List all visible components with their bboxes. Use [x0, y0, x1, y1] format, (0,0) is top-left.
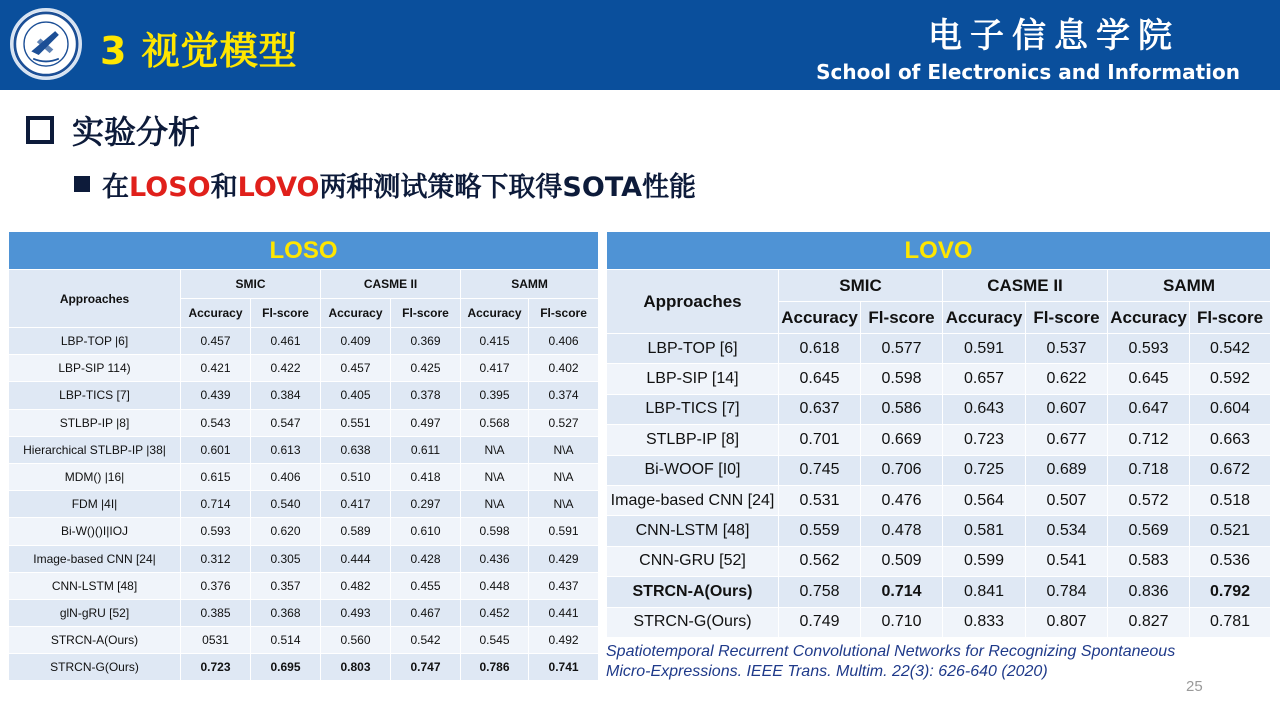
page-number: 25 — [1186, 678, 1203, 695]
loso-table — [8, 231, 599, 681]
metric-value: N\A — [529, 436, 599, 463]
metric-value: 0.417 — [461, 355, 529, 382]
table-row — [607, 516, 1271, 546]
table-row — [607, 577, 1271, 607]
section-heading — [26, 108, 200, 152]
metric-value: 0.436 — [461, 545, 529, 572]
subheading-text — [102, 165, 696, 204]
metric-value: 0.406 — [251, 463, 321, 490]
table-row — [9, 463, 599, 490]
metric-value: 0.521 — [1190, 516, 1271, 546]
metric-value: 0.745 — [779, 455, 861, 485]
approach-name: STLBP-IP [8] — [607, 425, 779, 455]
metric-value: 0.527 — [529, 409, 599, 436]
metric-value: 0.833 — [943, 607, 1026, 637]
metric-value: 0.376 — [181, 572, 251, 599]
table-row — [9, 382, 599, 409]
approach-name: LBP-TOP |6] — [9, 328, 181, 355]
metric-value: 0.714 — [861, 577, 943, 607]
metric-value: 0.604 — [1190, 394, 1271, 424]
metric-value: 0.534 — [1026, 516, 1108, 546]
table-row — [607, 607, 1271, 637]
approach-name: Image-based CNN [24] — [607, 485, 779, 515]
metric-value: 0.714 — [181, 491, 251, 518]
metric-value: 0.615 — [181, 463, 251, 490]
metric-header: Fl-score — [529, 299, 599, 328]
table-row — [607, 546, 1271, 576]
metric-header: Accuracy — [321, 299, 391, 328]
metric-value: 0.507 — [1026, 485, 1108, 515]
approach-name: Image-based CNN [24| — [9, 545, 181, 572]
metric-value: 0.593 — [1108, 334, 1190, 364]
metric-value: 0.598 — [461, 518, 529, 545]
metric-value: 0.385 — [181, 599, 251, 626]
metric-value: 0.543 — [181, 409, 251, 436]
table-row — [9, 518, 599, 545]
table-row — [9, 654, 599, 681]
table-row — [607, 485, 1271, 515]
metric-value: 0.536 — [1190, 546, 1271, 576]
metric-header: Accuracy — [943, 302, 1026, 334]
metric-value: 0.611 — [391, 436, 461, 463]
metric-value: 0.689 — [1026, 455, 1108, 485]
metric-value: 0.560 — [321, 627, 391, 654]
metric-value: 0.441 — [529, 599, 599, 626]
subheading-part: 两种测试策略下取得SOTA性能 — [319, 171, 697, 203]
metric-value: 0.647 — [1108, 394, 1190, 424]
school-name-english: School of Electronics and Information — [816, 60, 1240, 84]
metric-value: 0.417 — [321, 491, 391, 518]
metric-value: 0.422 — [251, 355, 321, 382]
metric-value: 0.593 — [181, 518, 251, 545]
metric-value: 0.638 — [321, 436, 391, 463]
metric-value: 0.568 — [461, 409, 529, 436]
dataset-header: CASME II — [321, 270, 461, 299]
approach-name: STRCN-G(Ours) — [607, 607, 779, 637]
metric-value: 0.637 — [779, 394, 861, 424]
square-bullet-icon — [26, 116, 54, 144]
metric-value: 0.545 — [461, 627, 529, 654]
citation-line: Spatiotemporal Recurrent Convolutional Networks for Recognizing Spontaneous — [606, 643, 1176, 660]
metric-value: 0.378 — [391, 382, 461, 409]
metric-value: 0.482 — [321, 572, 391, 599]
metric-value: 0.618 — [779, 334, 861, 364]
metric-value: 0.645 — [779, 364, 861, 394]
approaches-header: Approaches — [9, 270, 181, 328]
approach-name: Bi-WOOF [I0] — [607, 455, 779, 485]
approach-name: STRCN-A(Ours) — [607, 577, 779, 607]
metric-value: 0.607 — [1026, 394, 1108, 424]
metric-value: 0.564 — [943, 485, 1026, 515]
metric-value: 0.591 — [529, 518, 599, 545]
metric-value: 0.541 — [1026, 546, 1108, 576]
metric-value: 0.725 — [943, 455, 1026, 485]
metric-value: 0.457 — [321, 355, 391, 382]
metric-value: 0.803 — [321, 654, 391, 681]
approach-name: Hierarchical STLBP-IP |38| — [9, 436, 181, 463]
metric-value: 0.510 — [321, 463, 391, 490]
metric-header: Accuracy — [181, 299, 251, 328]
metric-value: N\A — [461, 491, 529, 518]
metric-value: 0.369 — [391, 328, 461, 355]
citation-line: Micro-Expressions. IEEE Trans. Multim. 22(3): 626-640 (2020) — [606, 663, 1048, 680]
approach-name: CNN-GRU [52] — [607, 546, 779, 576]
metric-value: 0.701 — [779, 425, 861, 455]
metric-value: 0.723 — [181, 654, 251, 681]
metric-value: 0.601 — [181, 436, 251, 463]
metric-value: 0.589 — [321, 518, 391, 545]
metric-value: 0.792 — [1190, 577, 1271, 607]
metric-value: 0.429 — [529, 545, 599, 572]
metric-value: 0.297 — [391, 491, 461, 518]
metric-value: 0.657 — [943, 364, 1026, 394]
metric-value: 0.562 — [779, 546, 861, 576]
approach-name: MDM() |16| — [9, 463, 181, 490]
metric-value: 0.718 — [1108, 455, 1190, 485]
slide-title: 3 视觉模型 — [100, 29, 298, 73]
approaches-header: Approaches — [607, 270, 779, 334]
metric-value: 0.622 — [1026, 364, 1108, 394]
metric-value: 0.542 — [1190, 334, 1271, 364]
approach-name: FDM |4I| — [9, 491, 181, 518]
section-heading-text: 实验分析 — [72, 113, 201, 151]
table-row — [607, 425, 1271, 455]
header-bar — [0, 0, 1280, 90]
table-row — [607, 394, 1271, 424]
school-name-chinese: 电子信息学院 — [928, 16, 1180, 56]
metric-value: 0.599 — [943, 546, 1026, 576]
metric-value: 0.395 — [461, 382, 529, 409]
metric-header: Fl-score — [1190, 302, 1271, 334]
metric-value: 0.741 — [529, 654, 599, 681]
metric-value: 0.572 — [1108, 485, 1190, 515]
table-row — [9, 491, 599, 518]
metric-header: Accuracy — [1108, 302, 1190, 334]
dataset-header: CASME II — [943, 270, 1108, 302]
metric-value: 0.786 — [461, 654, 529, 681]
metric-value: 0.591 — [943, 334, 1026, 364]
metric-value: 0.514 — [251, 627, 321, 654]
metric-value: 0.493 — [321, 599, 391, 626]
metric-value: 0.368 — [251, 599, 321, 626]
table-row — [9, 599, 599, 626]
metric-value: 0.723 — [943, 425, 1026, 455]
metric-value: 0.547 — [251, 409, 321, 436]
approach-name: STRCN-A(Ours) — [9, 627, 181, 654]
approach-name: LBP-TICS [7] — [9, 382, 181, 409]
lovo-table — [606, 231, 1271, 638]
metric-value: 0.581 — [943, 516, 1026, 546]
metric-header: Accuracy — [779, 302, 861, 334]
table-row — [9, 355, 599, 382]
approach-name: glN-gRU [52] — [9, 599, 181, 626]
metric-value: 0.781 — [1190, 607, 1271, 637]
metric-value: 0.448 — [461, 572, 529, 599]
metric-value: 0.384 — [251, 382, 321, 409]
metric-value: 0.467 — [391, 599, 461, 626]
metric-value: 0.425 — [391, 355, 461, 382]
subheading-part: 在 — [102, 171, 129, 203]
metric-value: 0.569 — [1108, 516, 1190, 546]
metric-value: 0.749 — [779, 607, 861, 637]
metric-value: 0.586 — [861, 394, 943, 424]
metric-value: 0.497 — [391, 409, 461, 436]
subheading-lovo: LOVO — [237, 171, 320, 203]
approach-name: LBP-TICS [7] — [607, 394, 779, 424]
metric-value: 0.421 — [181, 355, 251, 382]
metric-value: 0.592 — [1190, 364, 1271, 394]
approach-name: CNN-LSTM [48] — [607, 516, 779, 546]
metric-value: 0.645 — [1108, 364, 1190, 394]
metric-value: 0.551 — [321, 409, 391, 436]
loso-table-title: LOSO — [9, 232, 599, 270]
metric-value: 0.669 — [861, 425, 943, 455]
metric-value: 0.428 — [391, 545, 461, 572]
metric-value: 0.807 — [1026, 607, 1108, 637]
metric-header: Fl-score — [1026, 302, 1108, 334]
metric-value: 0.583 — [1108, 546, 1190, 576]
dataset-header: SAMM — [1108, 270, 1271, 302]
metric-value: 0.613 — [251, 436, 321, 463]
table-row — [9, 627, 599, 654]
table-row — [607, 364, 1271, 394]
metric-value: 0.836 — [1108, 577, 1190, 607]
table-row — [607, 334, 1271, 364]
metric-value: N\A — [461, 463, 529, 490]
subheading — [74, 164, 696, 204]
table-row — [9, 436, 599, 463]
metric-value: 0.312 — [181, 545, 251, 572]
metric-value: 0.827 — [1108, 607, 1190, 637]
metric-value: 0.747 — [391, 654, 461, 681]
metric-value: 0.452 — [461, 599, 529, 626]
metric-value: 0531 — [181, 627, 251, 654]
approach-name: STLBP-IP |8] — [9, 409, 181, 436]
university-seal-icon — [10, 8, 82, 80]
metric-value: 0.531 — [779, 485, 861, 515]
metric-value: 0.559 — [779, 516, 861, 546]
metric-header: Fl-score — [861, 302, 943, 334]
metric-value: 0.437 — [529, 572, 599, 599]
approach-name: LBP-SIP [14] — [607, 364, 779, 394]
approach-name: LBP-TOP [6] — [607, 334, 779, 364]
approach-name: Bi-W()()I|IOJ — [9, 518, 181, 545]
metric-value: 0.695 — [251, 654, 321, 681]
metric-value: 0.620 — [251, 518, 321, 545]
metric-value: 0.415 — [461, 328, 529, 355]
metric-value: 0.841 — [943, 577, 1026, 607]
approach-name: STRCN-G(Ours) — [9, 654, 181, 681]
metric-value: 0.663 — [1190, 425, 1271, 455]
metric-value: 0.406 — [529, 328, 599, 355]
metric-value: 0.710 — [861, 607, 943, 637]
table-row — [607, 455, 1271, 485]
metric-value: 0.405 — [321, 382, 391, 409]
metric-value: N\A — [529, 491, 599, 518]
metric-value: 0.672 — [1190, 455, 1271, 485]
metric-value: 0.439 — [181, 382, 251, 409]
metric-value: 0.784 — [1026, 577, 1108, 607]
metric-value: 0.457 — [181, 328, 251, 355]
metric-header: Fl-score — [391, 299, 461, 328]
metric-value: 0.402 — [529, 355, 599, 382]
subheading-part: 和 — [210, 171, 238, 203]
metric-value: 0.418 — [391, 463, 461, 490]
dataset-header: SAMM — [461, 270, 599, 299]
lovo-table-title: LOVO — [607, 232, 1271, 270]
metric-value: 0.492 — [529, 627, 599, 654]
metric-value: 0.643 — [943, 394, 1026, 424]
dataset-header: SMIC — [181, 270, 321, 299]
metric-header: Accuracy — [461, 299, 529, 328]
metric-value: N\A — [529, 463, 599, 490]
metric-value: 0.509 — [861, 546, 943, 576]
metric-value: 0.598 — [861, 364, 943, 394]
metric-value: 0.518 — [1190, 485, 1271, 515]
metric-value: 0.712 — [1108, 425, 1190, 455]
metric-value: 0.577 — [861, 334, 943, 364]
metric-value: 0.758 — [779, 577, 861, 607]
metric-value: 0.706 — [861, 455, 943, 485]
metric-value: 0.478 — [861, 516, 943, 546]
metric-value: 0.374 — [529, 382, 599, 409]
metric-value: 0.540 — [251, 491, 321, 518]
approach-name: LBP-SIP 114) — [9, 355, 181, 382]
table-row — [9, 328, 599, 355]
metric-value: 0.409 — [321, 328, 391, 355]
metric-value: 0.542 — [391, 627, 461, 654]
citation — [606, 642, 1246, 682]
filled-square-bullet-icon — [74, 176, 90, 192]
metric-value: 0.357 — [251, 572, 321, 599]
metric-value: 0.461 — [251, 328, 321, 355]
metric-value: 0.305 — [251, 545, 321, 572]
subheading-loso: LOSO — [129, 171, 211, 203]
approach-name: CNN-LSTM [48] — [9, 572, 181, 599]
metric-value: 0.610 — [391, 518, 461, 545]
metric-header: Fl-score — [251, 299, 321, 328]
metric-value: 0.444 — [321, 545, 391, 572]
metric-value: 0.537 — [1026, 334, 1108, 364]
metric-value: 0.677 — [1026, 425, 1108, 455]
metric-value: 0.455 — [391, 572, 461, 599]
table-row — [9, 572, 599, 599]
metric-value: N\A — [461, 436, 529, 463]
dataset-header: SMIC — [779, 270, 943, 302]
table-row — [9, 545, 599, 572]
table-row — [9, 409, 599, 436]
metric-value: 0.476 — [861, 485, 943, 515]
